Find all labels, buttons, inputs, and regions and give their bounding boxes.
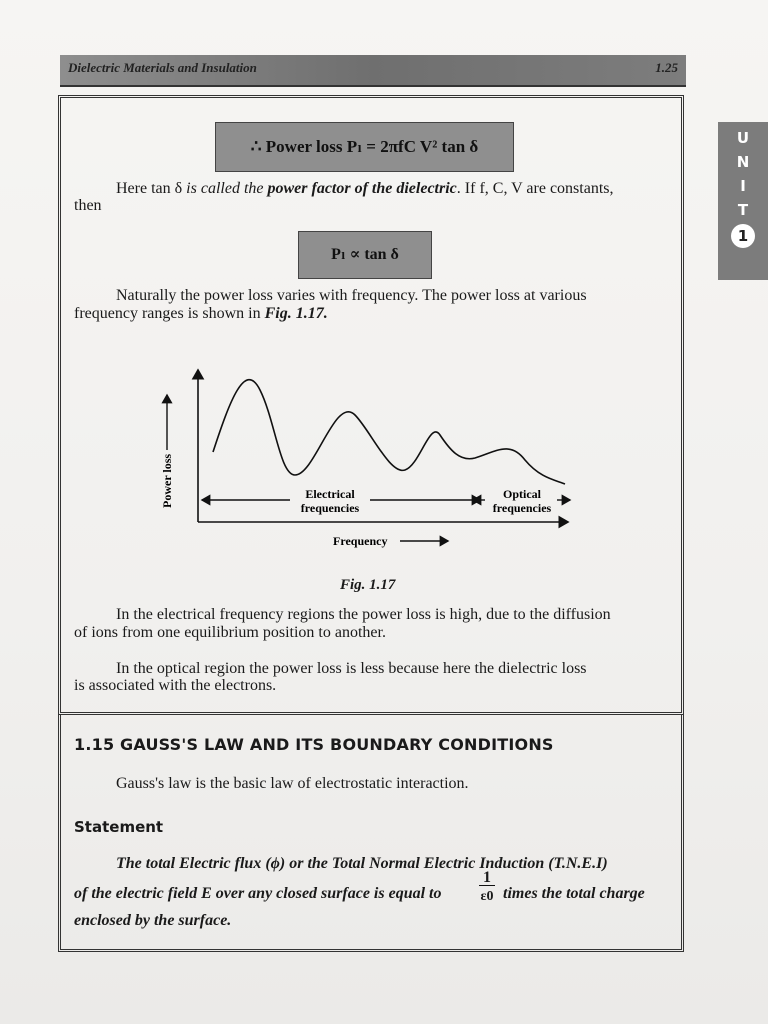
- paragraph-optical-line1: In the optical region the power loss is less because here the dielectric loss: [116, 660, 587, 677]
- paragraph-electrical-line2: of ions from one equilibrium position to another.: [74, 624, 386, 641]
- running-header: [60, 55, 686, 87]
- optical-region-label-1: Optical: [503, 487, 541, 501]
- paragraph-optical-line2: is associated with the electrons.: [74, 677, 277, 694]
- power-loss-formula: ∴ Power loss Pₗ = 2πfC V² tan δ: [215, 122, 514, 172]
- y-axis-label: Power loss: [160, 453, 174, 508]
- electrical-region-label-1: Electrical: [305, 487, 355, 501]
- paragraph-frequency-line1: Naturally the power loss varies with frequency. The power loss at various: [116, 287, 587, 304]
- unit-tab: [718, 122, 768, 280]
- gauss-intro: Gauss's law is the basic law of electrostatic interaction.: [116, 775, 469, 792]
- header-page-number: 1.25: [655, 60, 678, 75]
- unit-number-badge: 1: [731, 224, 755, 248]
- statement-line1: The total Electric flux (ϕ) or the Total Normal Electric Induction (T.N.E.I): [116, 855, 608, 872]
- statement-label: Statement: [74, 818, 164, 836]
- section-heading: 1.15 GAUSS'S LAW AND ITS BOUNDARY CONDITIONS: [74, 735, 554, 754]
- statement-line2b: times the total charge: [503, 885, 645, 902]
- figure-caption: Fig. 1.17: [340, 577, 396, 593]
- power-loss-figure: [150, 360, 590, 560]
- statement-line2a: of the electric field E over any closed surface is equal to: [74, 885, 442, 902]
- unit-letter-u: U: [736, 129, 750, 147]
- paragraph-electrical-line1: In the electrical frequency regions the power loss is high, due to the diffusion: [116, 606, 611, 623]
- unit-letter-i: I: [740, 177, 746, 195]
- figure-reference: Fig. 1.17.: [264, 305, 328, 322]
- paragraph-then: then: [74, 197, 102, 214]
- x-axis-label: Frequency: [333, 534, 388, 548]
- statement-line3: enclosed by the surface.: [74, 912, 232, 929]
- fraction-numerator: 1: [479, 870, 495, 886]
- electrical-region-label-2: frequencies: [300, 501, 360, 515]
- unit-letter-t: T: [737, 201, 749, 219]
- header-title: Dielectric Materials and Insulation: [68, 60, 257, 75]
- power-loss-curve: [213, 380, 565, 484]
- paragraph-power-factor: Here tan δ is called the power factor of the dielectric. If f, C, V are constants,: [116, 180, 614, 197]
- proportionality-formula: Pₗ ∝ tan δ: [298, 231, 432, 279]
- optical-region-label-2: frequencies: [492, 501, 552, 515]
- unit-letter-n: N: [736, 153, 750, 171]
- paragraph-frequency-line2: frequency ranges is shown in Fig. 1.17.: [74, 305, 328, 322]
- fraction-denominator: ε0: [480, 889, 494, 904]
